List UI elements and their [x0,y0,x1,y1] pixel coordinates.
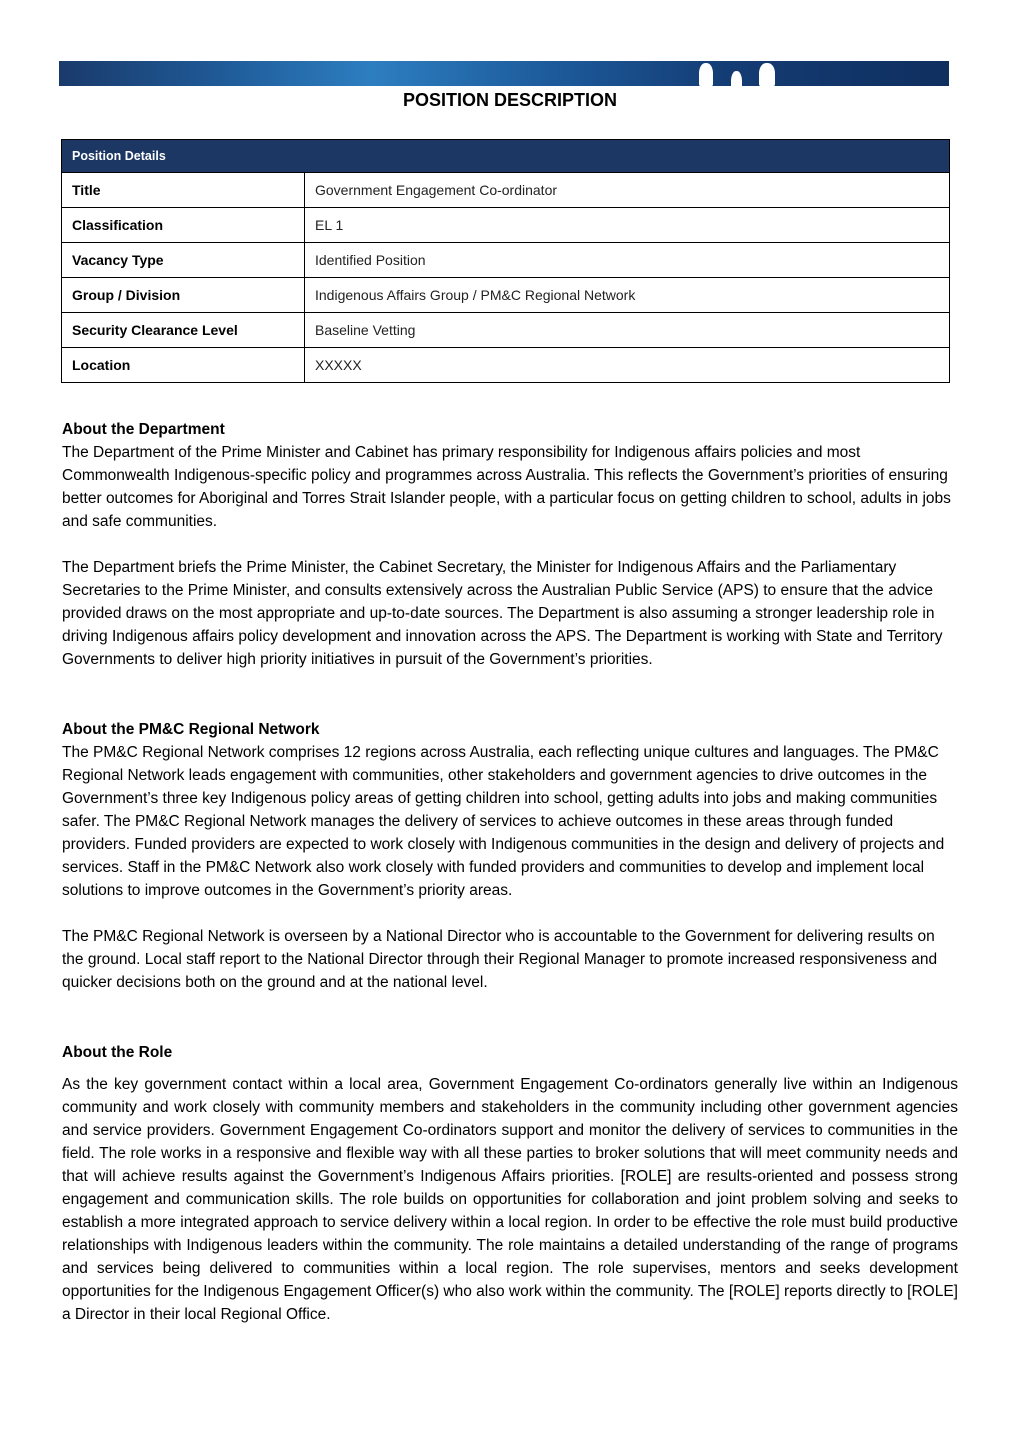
paragraph: The Department briefs the Prime Minister, the Cabinet Secretary, the Minister for Indigenous Affairs and the Parliamentary Secretaries to the Prime Minister, and consults extensively across the Australian Public Service (APS) to ensure that the advice provided draws on the most appropriate and up-to-date sources. The Department is also assuming a stronger leadership role in driving Indigenous affairs policy development and innovation across the APS. The Department is working with State and Territory Governments to deliver high priority initiatives in pursuit of the Government’s priorities. [62,559,943,668]
table-row [62,348,950,383]
table-row [62,243,950,278]
paragraph: The Department of the Prime Minister and Cabinet has primary responsibility for Indigenous affairs policies and most Commonwealth Indigenous-specific policy and programmes across Australia. This reflects the Government’s priorities of ensuring better outcomes for Aboriginal and Torres Strait Islander people, with a particular focus on getting children to school, adults in jobs and safe communities. [62,444,951,530]
row-label: Group / Division [62,278,305,313]
table-header-row [62,140,950,173]
section-heading: About the Role [62,1044,173,1061]
paragraph: The PM&C Regional Network comprises 12 regions across Australia, each reflecting unique cultures and languages. The PM&C Regional Network leads engagement with communities, other stakeholders and government agencies to drive outcomes in the Government’s three key Indigenous policy areas of getting children into school, getting adults into jobs and making communities safer. The PM&C Regional Network manages the delivery of services to achieve outcomes in these areas through funded providers. Funded providers are expected to work closely with Indigenous communities in the design and delivery of projects and services. Staff in the PM&C Network also work closely with funded providers and communities to develop and implement local solutions to improve outcomes in the Government’s priority areas. [62,744,945,899]
about-role-section [62,1041,958,1326]
header-banner [59,61,949,86]
about-network-section [62,718,958,994]
table-row [62,313,950,348]
row-value: Indigenous Affairs Group / PM&C Regional Network [305,278,950,313]
section-heading: About the PM&C Regional Network [62,721,320,738]
row-value: Government Engagement Co-ordinator [305,173,950,208]
table-row [62,278,950,313]
row-value: XXXXX [305,348,950,383]
position-details-table [61,139,950,383]
table-row [62,173,950,208]
row-label: Security Clearance Level [62,313,305,348]
row-label: Vacancy Type [62,243,305,278]
paragraph: The PM&C Regional Network is overseen by a National Director who is accountable to the Government for delivering results on the ground. Local staff report to the National Director through their Regional Manager to promote increased responsiveness and quicker decisions both on the ground and at the national level. [62,928,938,991]
person-silhouette-icon [731,71,742,86]
person-silhouette-icon [759,63,775,86]
row-value: Identified Position [305,243,950,278]
table-header: Position Details [62,140,950,173]
about-department-section [62,418,958,671]
section-heading: About the Department [62,421,225,438]
row-value: Baseline Vetting [305,313,950,348]
table-row [62,208,950,243]
paragraph: As the key government contact within a local area, Government Engagement Co-ordinators generally live within an Indigenous community and work closely with community members and stakeholders in the community including other government agencies and service providers. Government Engagement Co-ordinators support and monitor the delivery of services to communities in the field. The role works in a responsive and flexible way with all these parties to broker solutions that will meet community needs and that will achieve results against the Government’s Indigenous Affairs priorities. [ROLE] are results-oriented and possess strong engagement and communication skills. The role builds on opportunities for collaboration and joint problem solving and seeks to establish a more integrated approach to service delivery within a local region. In order to be effective the role must build productive relationships with Indigenous leaders within the community. The role maintains a detailed understanding of the range of programs and services being delivered to communities within a local region. The role supervises, mentors and seeks development opportunities for the Indigenous Engagement Officer(s) who also work within the community. The [ROLE] reports directly to [ROLE] a Director in their local Regional Office. [62,1076,958,1323]
row-label: Classification [62,208,305,243]
row-label: Location [62,348,305,383]
person-silhouette-icon [699,63,713,86]
row-label: Title [62,173,305,208]
page-title: POSITION DESCRIPTION [402,90,618,110]
row-value: EL 1 [305,208,950,243]
